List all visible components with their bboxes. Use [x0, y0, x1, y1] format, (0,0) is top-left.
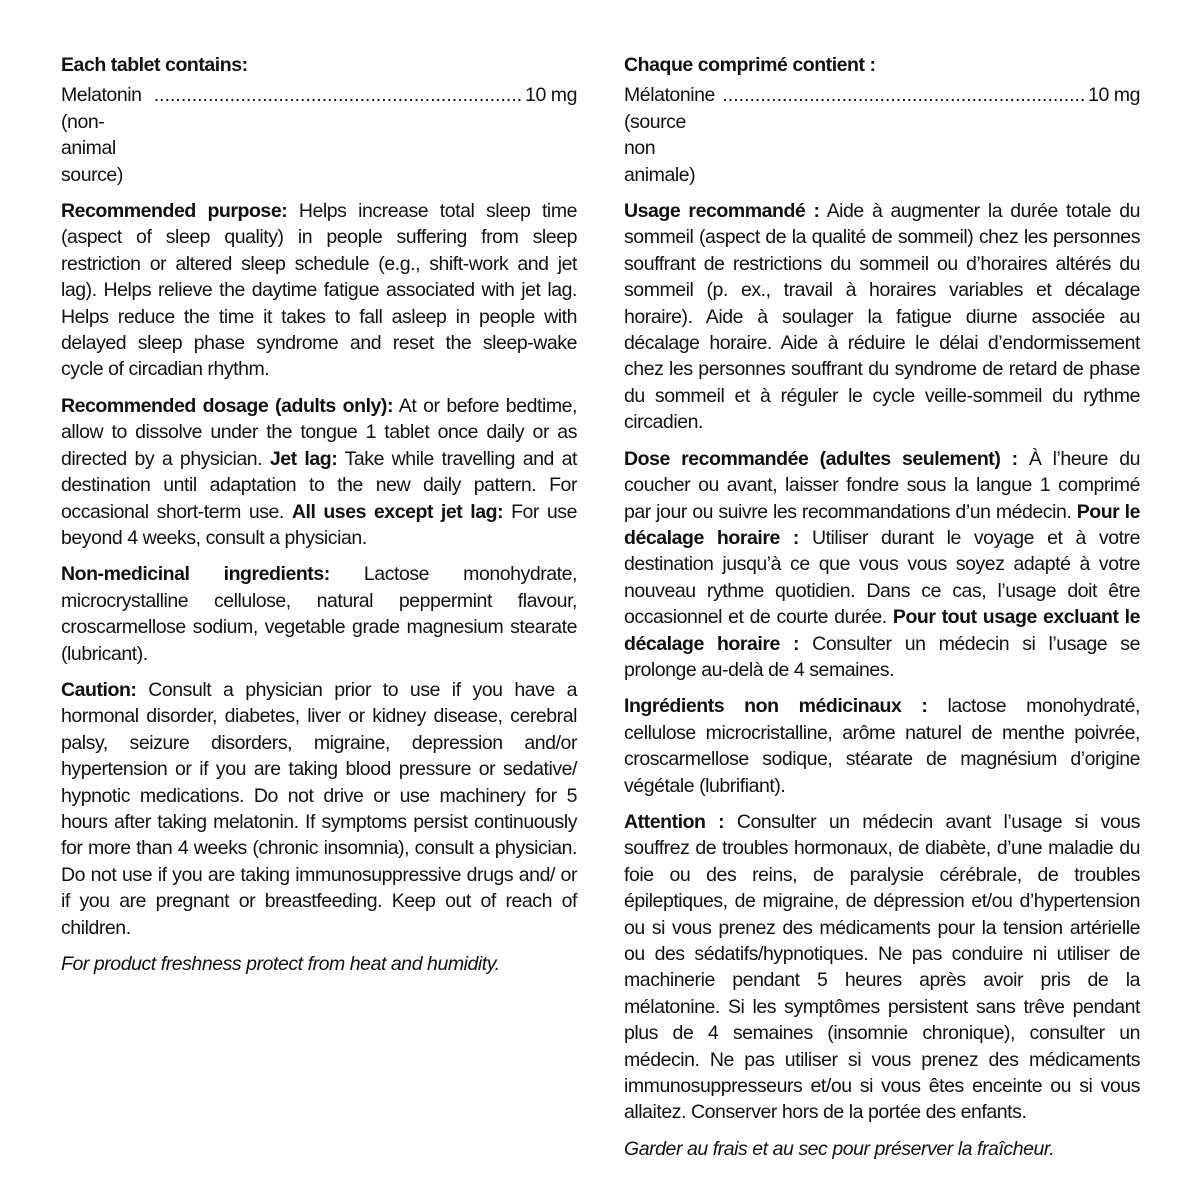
ingredient-name: Melatonin (non-animal source)	[61, 84, 142, 186]
purpose-paragraph	[61, 198, 577, 383]
except-jetlag-text: For use beyond 4 weeks, consult a physician.	[61, 500, 577, 549]
nonmedicinal-label: Non-medicinal ingredients:	[61, 563, 330, 586]
caution-text: Consulter un médecin avant l’usage si vous souffrez de troubles hormonaux, de diabète, d’une maladie du foie ou des reins, de paralysie cérébrale, de troubles épileptiques, de migraine, de dépression et/ou d’hypertension ou si vous prenez des médicaments pour la tension artérielle ou des sédatifs/hypnotiques. Ne pas conduire ni utiliser de machinerie pendant 5 heures après avoir pris de la mélatonine. Si les symptômes persistent sans trêve pendant plus de 4 semaines (insomnie chronique), consulter un médecin. Ne pas utiliser si vous prenez des médicaments immunosuppresseurs et/ou si vous êtes enceinte ou si vous allaitez. Conserver hors de la portée des enfants.	[624, 810, 1140, 1124]
caution-paragraph	[61, 677, 577, 941]
purpose-label: Usage recommandé :	[624, 200, 820, 223]
english-column	[61, 52, 577, 987]
ingredient-row	[624, 82, 1140, 188]
except-jetlag-label: All uses except jet lag:	[291, 500, 504, 523]
french-column	[624, 52, 1140, 1172]
caution-text: Consult a physician prior to use if you have a hormonal disorder, diabetes, liver or kidney disease, cerebral palsy, seizure disorders, migraine, depression and/or hypertension or if you are taking blood pressure or sedative/ hypnotic medications. Do not drive or use machinery for 5 hours after taking melatonin. If symptoms persist continuously for more than 4 weeks (chronic insomnia), consult a physician. Do not use if you are taking immunosuppressive drugs and/ or if you are pregnant or breastfeeding. Keep out of reach of children.	[61, 678, 577, 939]
leader-dots	[722, 82, 1086, 108]
storage-note: For product freshness protect from heat and humidity.	[61, 953, 500, 975]
nonmedicinal-text: lactose monohydraté, cellulose microcristalline, arôme naturel de menthe poivrée, croscarmellose sodique, stéarate de magnésium d’origine végétale (lubrifiant).	[624, 695, 1140, 797]
storage-note: Garder au frais et au sec pour préserver la fraîcheur.	[624, 1137, 1055, 1160]
jetlag-text: Utiliser durant le voyage et à votre destination jusqu’à ce que vous vous soyez adapté à votre nouveau rythme quotidien. Dans ce cas, l’usage doit être occasionnel et de courte durée.	[624, 526, 1140, 629]
dosage-label: Dose recommandée (adultes seulement) :	[624, 447, 1018, 470]
except-jetlag-text: Consulter un médecin si l’usage se prolonge au-delà de 4 semaines.	[624, 632, 1140, 681]
ingredient-amount: 10 mg	[525, 84, 577, 107]
contents-heading: Each tablet contains:	[61, 54, 248, 76]
dosage-label: Recommended dosage (adults only):	[61, 394, 394, 417]
purpose-paragraph	[624, 198, 1140, 436]
contents-heading: Chaque comprimé contient :	[624, 54, 876, 76]
ingredient-amount: 10 mg	[1088, 84, 1140, 107]
nonmedicinal-label: Ingrédients non médicinaux :	[624, 695, 928, 718]
caution-label: Attention :	[624, 810, 725, 833]
caution-paragraph	[624, 809, 1140, 1126]
caution-label: Caution:	[61, 678, 137, 701]
purpose-label: Recommended purpose:	[61, 200, 288, 223]
jetlag-text: Take while travelling and at destination until adaptation to the new daily pattern. For occasional short-term use.	[61, 447, 578, 523]
ingredient-row	[61, 82, 577, 188]
jetlag-label: Pour le décalage horaire :	[624, 500, 1140, 549]
dosage-paragraph	[61, 393, 577, 551]
nonmedicinal-text: Lactose monohydrate, microcrystalline cellulose, natural peppermint flavour, croscarmellose sodium, vegetable grade magnesium stearate (lubricant).	[61, 563, 577, 665]
jetlag-label: Jet lag:	[269, 447, 338, 470]
purpose-text: Helps increase total sleep time (aspect of sleep quality) in people suffering from sleep restriction or altered sleep schedule (e.g., shift-work and jet lag). Helps relieve the daytime fatigue associated with jet lag. Helps reduce the time it takes to fall asleep in people with delayed sleep phase syndrome and reset the sleep-wake cycle of circadian rhythm.	[61, 200, 578, 381]
dosage-text: At or before bedtime, allow to dissolve under the tongue 1 tablet once daily or as directed by a physician.	[61, 394, 578, 470]
purpose-text: Aide à augmenter la durée totale du sommeil (aspect de la qualité de sommeil) chez les personnes souffrant de restrictions du sommeil ou d’horaires altérés du sommeil (p. ex., travail à horaires variables et décalage horaire). Aide à soulager la fatigue diurne associée au décalage horaire. Aide à réduire le délai d’endormissement chez les personnes souffrant du syndrome de retard de phase du sommeil et à réguler le cycle veille-sommeil du rythme circadien.	[624, 200, 1140, 434]
ingredient-name: Mélatonine (source non animale)	[624, 84, 715, 186]
nonmedicinal-paragraph	[624, 693, 1140, 799]
nonmedicinal-paragraph	[61, 561, 577, 667]
dosage-text: À l’heure du coucher ou avant, laisser fondre sous la langue 1 comprimé par jour ou suivre les recommandations d’un médecin.	[624, 447, 1140, 523]
except-jetlag-label: Pour tout usage excluant le décalage horaire :	[624, 606, 1140, 655]
dosage-paragraph	[624, 446, 1140, 684]
leader-dots	[154, 82, 523, 108]
